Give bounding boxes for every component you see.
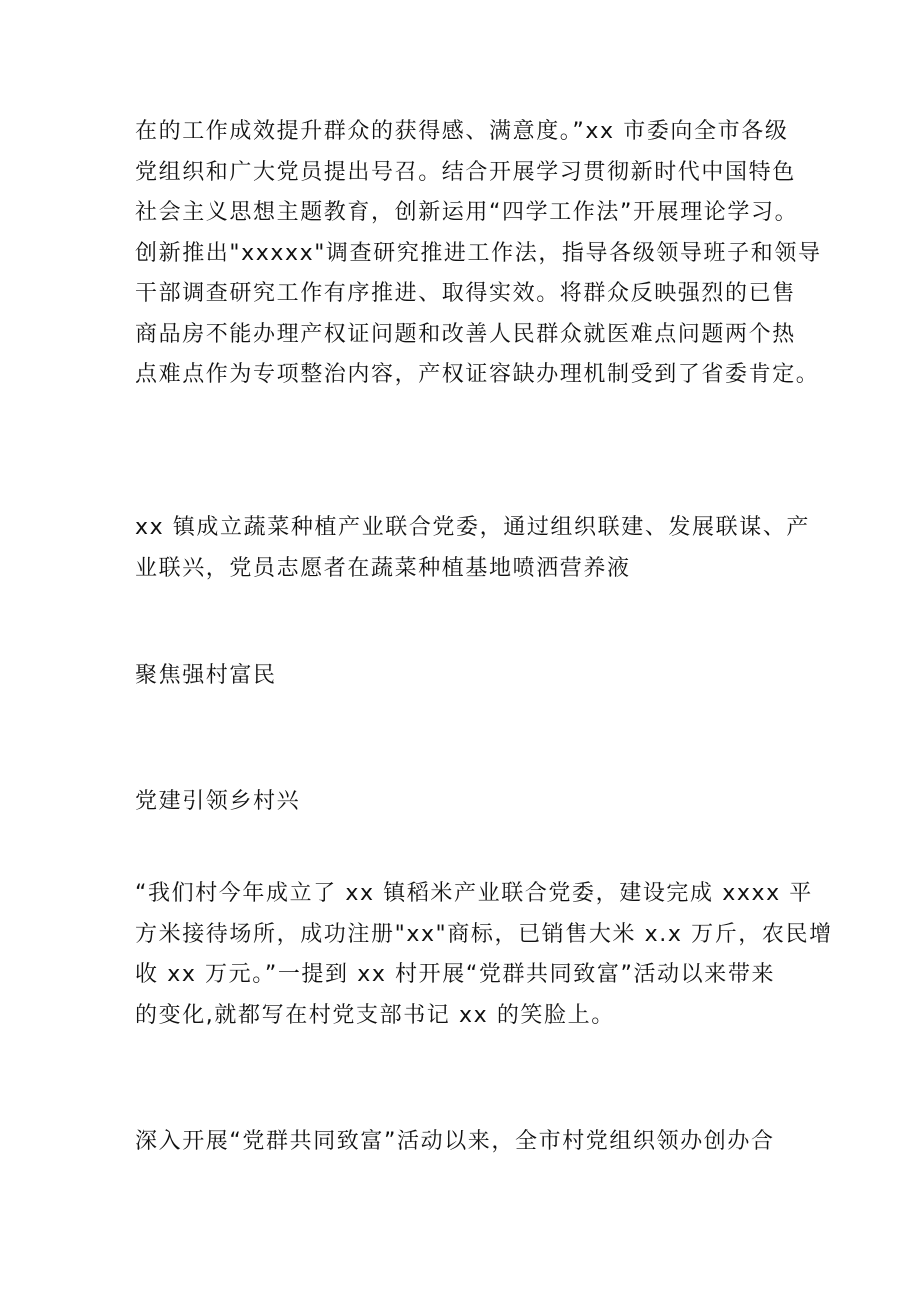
text-line: 在的工作成效提升群众的获得感、满意度。”xx 市委向全市各级 (135, 119, 789, 144)
text-line: 党组织和广大党员提出号召。结合开展学习贯彻新时代中国特色 (135, 159, 796, 185)
text-line: 社会主义思想主题教育，创新运用“四学工作法”开展理论学习。 (135, 200, 799, 225)
text-line: 创新推出"xxxxx"调查研究推进工作法，指导各级领导班子和领导 (135, 240, 822, 266)
text-line: 方米接待场所，成功注册"xx"商标，已销售大米 x.x 万斤，农民增 (135, 921, 833, 947)
paragraph-photo-caption (135, 508, 810, 589)
text-line: 党建引领乡村兴 (135, 789, 301, 814)
text-line: xx 镇成立蔬菜种植产业联合党委，通过组织联建、发展联谋、产 (135, 515, 811, 540)
text-line: 的变化,就都写在村党支部书记 xx 的笑脸上。 (135, 1002, 615, 1028)
text-line: 聚焦强村富民 (135, 663, 277, 688)
text-line: “我们村今年成立了 xx 镇稻米产业联合党委，建设完成 xxxx 平 (135, 881, 813, 906)
text-line: 深入开展“党群共同致富”活动以来，全市村党组织领办创办合 (135, 1129, 775, 1154)
text-line: 点难点作为专项整治内容，产权证容缺办理机制受到了省委肯定。 (135, 362, 820, 387)
text-line: 收 xx 万元。”一提到 xx 村开展“党群共同致富”活动以来带来 (135, 962, 776, 987)
paragraph-village-quote (135, 874, 833, 1036)
paragraph-work-effectiveness (135, 112, 822, 396)
paragraph-common-prosperity (135, 1122, 775, 1163)
section-heading-strong-village (135, 656, 277, 697)
text-line: 干部调查研究工作有序推进、取得实效。将群众反映强烈的已售 (135, 281, 796, 306)
text-line: 业联兴，党员志愿者在蔬菜种植基地喷洒营养液 (135, 555, 631, 581)
section-heading-party-building (135, 782, 300, 823)
text-line: 商品房不能办理产权证问题和改善人民群众就医难点问题两个热 (135, 321, 796, 347)
